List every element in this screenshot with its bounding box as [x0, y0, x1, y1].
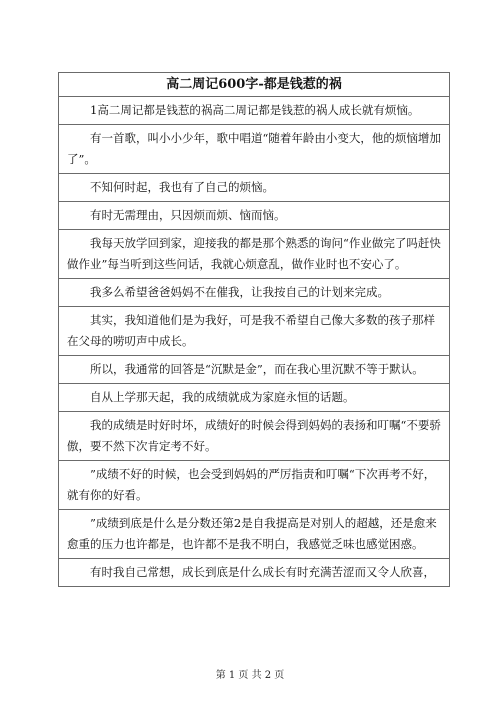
paragraph-row: ”成绩不好的时候，也会受到妈妈的严厉指责和叮嘱“下次再考不好，就有你的好看。 [59, 461, 449, 510]
document-title: 高二周记600字-都是钱惹的祸 [59, 73, 449, 97]
paragraph-row: 有一首歌，叫小小少年，歌中唱道“随着年龄由小变大，他的烦恼增加了”。 [59, 125, 449, 174]
paragraph-row: 我的成绩是时好时坏，成绩好的时候会得到妈妈的表扬和叮嘱“不要骄傲，要不然下次肯定考不好。 [59, 412, 449, 461]
paragraph-row: 我每天放学回到家，迎接我的都是那个熟悉的询问“作业做完了吗赶快做作业”每当听到这些问话，我就心烦意乱，做作业时也不安心了。 [59, 230, 449, 279]
paragraph-row: 自从上学那天起，我的成绩就成为家庭永恒的话题。 [59, 384, 449, 412]
paragraph-row: 所以，我通常的回答是“沉默是金”，而在我心里沉默不等于默认。 [59, 356, 449, 384]
document-table [58, 72, 450, 587]
page-number: 第 1 页 共 2 页 [215, 670, 285, 681]
paragraph-row: 其实，我知道他们是为我好，可是我不希望自己像大多数的孩子那样在父母的唠叨声中成长。 [59, 307, 449, 356]
paragraph-row: ”成绩到底是什么是分数还第2是自我提高是对别人的超越，还是愈来愈重的压力也许都是，也许都不是我不明白，我感觉乏味也感觉困惑。 [59, 510, 449, 559]
paragraph-row: 1高二周记都是钱惹的祸高二周记都是钱惹的祸人成长就有烦恼。 [59, 97, 449, 125]
paragraph-row: 有时无需理由，只因烦而烦、恼而恼。 [59, 202, 449, 230]
paragraph-row: 我多么希望爸爸妈妈不在催我，让我按自己的计划来完成。 [59, 279, 449, 307]
paragraph-row: 有时我自己常想，成长到底是什么成长有时充满苦涩而又令人欣喜， [90, 565, 435, 579]
paragraph-row: 不知何时起，我也有了自己的烦恼。 [59, 174, 449, 202]
